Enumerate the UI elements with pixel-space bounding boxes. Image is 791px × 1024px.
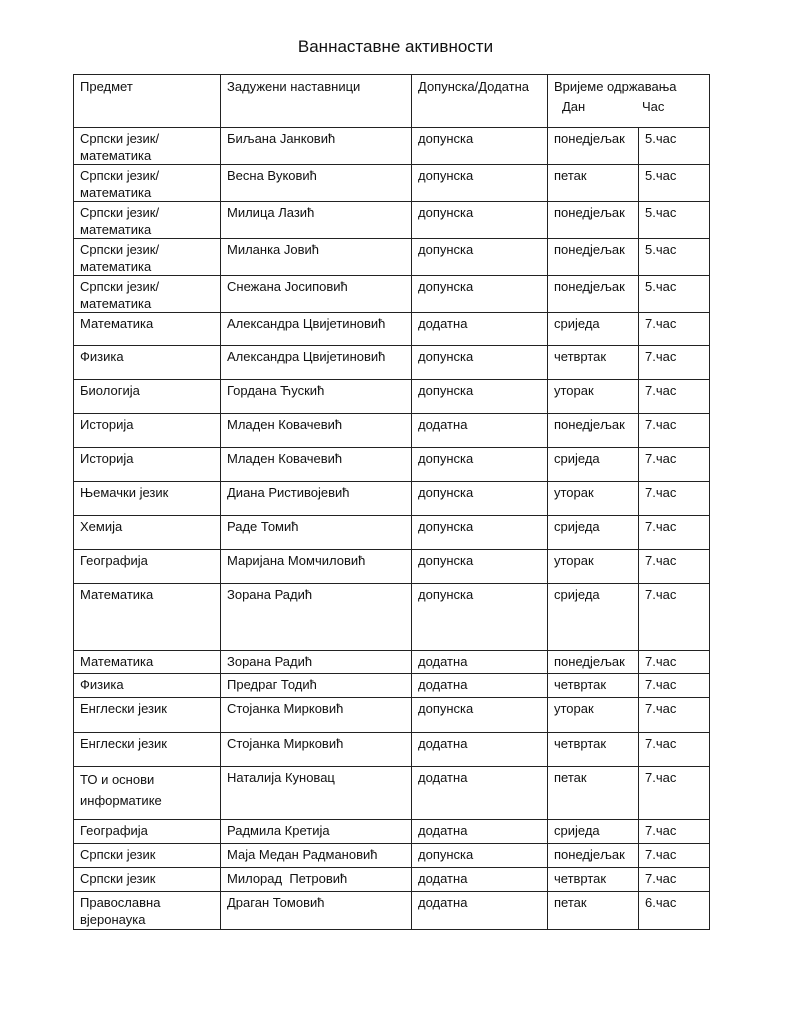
cell-type: допунска (412, 516, 548, 550)
cell-type: допунска (412, 346, 548, 380)
cell-day: сриједа (548, 820, 639, 844)
cell-day: понедјељак (548, 844, 639, 868)
cell-subject: Биологија (74, 380, 221, 414)
cell-day: понедјељак (548, 651, 639, 674)
cell-type: допунска (412, 698, 548, 733)
cell-day: понедјељак (548, 128, 639, 165)
cell-teacher: Маја Медан Радмановић (221, 844, 412, 868)
cell-type: допунска (412, 448, 548, 482)
cell-teacher: Младен Ковачевић (221, 448, 412, 482)
table-row (74, 698, 710, 733)
cell-day: уторак (548, 550, 639, 584)
table-row (74, 820, 710, 844)
cell-hour: 6.час (639, 892, 710, 930)
cell-type: додатна (412, 892, 548, 930)
cell-subject: Енглески језик (74, 733, 221, 767)
cell-subject: Њемачки језик (74, 482, 221, 516)
cell-teacher: Александра Цвијетиновић (221, 346, 412, 380)
header-hour: Час (642, 99, 665, 114)
cell-hour: 7.час (639, 550, 710, 584)
cell-hour: 7.час (639, 584, 710, 651)
cell-day: четвртак (548, 733, 639, 767)
cell-subject: Српски језик/математика (74, 128, 221, 165)
cell-hour: 7.час (639, 380, 710, 414)
cell-teacher: Снежана Јосиповић (221, 276, 412, 313)
cell-teacher: Наталија Куновац (221, 767, 412, 820)
cell-teacher: Весна Вуковић (221, 165, 412, 202)
cell-day: сриједа (548, 448, 639, 482)
table-row (74, 516, 710, 550)
table-row (74, 767, 710, 820)
cell-type: додатна (412, 868, 548, 892)
cell-hour: 7.час (639, 448, 710, 482)
table-row (74, 380, 710, 414)
table-row (74, 868, 710, 892)
header-time-label: Вријеме одржавања (554, 79, 677, 94)
cell-day: понедјељак (548, 276, 639, 313)
cell-teacher: Радмила Кретија (221, 820, 412, 844)
table-row (74, 733, 710, 767)
cell-type: допунска (412, 276, 548, 313)
table-row (74, 482, 710, 516)
cell-hour: 7.час (639, 482, 710, 516)
table-row (74, 202, 710, 239)
cell-teacher: Маријана Момчиловић (221, 550, 412, 584)
cell-day: сриједа (548, 584, 639, 651)
cell-type: допунска (412, 239, 548, 276)
cell-type: допунска (412, 550, 548, 584)
cell-day: уторак (548, 482, 639, 516)
cell-hour: 7.час (639, 674, 710, 698)
table-row (74, 674, 710, 698)
cell-day: понедјељак (548, 414, 639, 448)
cell-subject: Српски језик/математика (74, 202, 221, 239)
header-type: Допунска/Додатна (412, 75, 548, 128)
table-row (74, 892, 710, 930)
cell-hour: 7.час (639, 844, 710, 868)
header-time (548, 75, 710, 128)
cell-day: сриједа (548, 313, 639, 346)
cell-teacher: Гордана Ћускић (221, 380, 412, 414)
cell-hour: 7.час (639, 414, 710, 448)
cell-day: уторак (548, 380, 639, 414)
cell-hour: 7.час (639, 820, 710, 844)
cell-subject: Математика (74, 651, 221, 674)
cell-teacher: Драган Томовић (221, 892, 412, 930)
cell-subject: Српски језик/математика (74, 276, 221, 313)
cell-teacher: Стојанка Мирковић (221, 733, 412, 767)
cell-teacher: Раде Томић (221, 516, 412, 550)
cell-type: допунска (412, 165, 548, 202)
cell-subject: Географија (74, 550, 221, 584)
table-row (74, 239, 710, 276)
page-title: Ваннаставне активности (297, 37, 494, 56)
cell-day: уторак (548, 698, 639, 733)
cell-hour: 5.час (639, 276, 710, 313)
table-row (74, 651, 710, 674)
cell-teacher: Стојанка Мирковић (221, 698, 412, 733)
table-row (74, 414, 710, 448)
cell-hour: 7.час (639, 346, 710, 380)
cell-hour: 5.час (639, 239, 710, 276)
cell-subject: Енглески језик (74, 698, 221, 733)
cell-teacher: Биљана Јанковић (221, 128, 412, 165)
cell-type: додатна (412, 767, 548, 820)
cell-type: допунска (412, 844, 548, 868)
activities-table (73, 74, 710, 930)
cell-hour: 5.час (639, 202, 710, 239)
table-row (74, 346, 710, 380)
cell-day: сриједа (548, 516, 639, 550)
cell-teacher: Александра Цвијетиновић (221, 313, 412, 346)
cell-teacher: Милица Лазић (221, 202, 412, 239)
cell-day: петак (548, 892, 639, 930)
table-row (74, 165, 710, 202)
cell-type: додатна (412, 414, 548, 448)
cell-subject: ТО и основи информатике (74, 767, 221, 820)
cell-type: додатна (412, 674, 548, 698)
cell-day: понедјељак (548, 239, 639, 276)
cell-subject: Физика (74, 674, 221, 698)
cell-subject: Српски језик (74, 844, 221, 868)
cell-hour: 7.час (639, 313, 710, 346)
cell-subject: Православна вјеронаука (74, 892, 221, 930)
cell-day: четвртак (548, 868, 639, 892)
cell-type: допунска (412, 380, 548, 414)
cell-teacher: Зорана Радић (221, 584, 412, 651)
cell-teacher: Младен Ковачевић (221, 414, 412, 448)
cell-hour: 7.час (639, 698, 710, 733)
table-row (74, 844, 710, 868)
cell-subject: Географија (74, 820, 221, 844)
cell-type: додатна (412, 733, 548, 767)
cell-subject: Историја (74, 414, 221, 448)
cell-teacher: Диана Ристивојевић (221, 482, 412, 516)
cell-subject: Физика (74, 346, 221, 380)
cell-type: допунска (412, 482, 548, 516)
cell-subject: Математика (74, 313, 221, 346)
cell-day: петак (548, 767, 639, 820)
table-row (74, 550, 710, 584)
cell-subject: Историја (74, 448, 221, 482)
table-row (74, 448, 710, 482)
table-row (74, 584, 710, 651)
table-row (74, 128, 710, 165)
cell-hour: 5.час (639, 128, 710, 165)
cell-subject: Српски језик (74, 868, 221, 892)
cell-hour: 7.час (639, 651, 710, 674)
header-subject: Предмет (74, 75, 221, 128)
cell-hour: 5.час (639, 165, 710, 202)
cell-teacher: Зорана Радић (221, 651, 412, 674)
header-day: Дан (562, 99, 586, 114)
cell-day: петак (548, 165, 639, 202)
cell-type: допунска (412, 584, 548, 651)
cell-teacher: Миланка Јовић (221, 239, 412, 276)
cell-day: четвртак (548, 674, 639, 698)
cell-type: допунска (412, 202, 548, 239)
cell-subject: Српски језик/математика (74, 165, 221, 202)
cell-hour: 7.час (639, 767, 710, 820)
cell-type: допунска (412, 128, 548, 165)
table-header-row (74, 75, 710, 128)
cell-subject: Хемија (74, 516, 221, 550)
cell-type: додатна (412, 651, 548, 674)
table-row (74, 276, 710, 313)
table-row (74, 313, 710, 346)
cell-day: понедјељак (548, 202, 639, 239)
cell-teacher: Милорад Петровић (221, 868, 412, 892)
header-teachers: Задужени наставници (221, 75, 412, 128)
cell-type: додатна (412, 313, 548, 346)
cell-hour: 7.час (639, 516, 710, 550)
cell-hour: 7.час (639, 733, 710, 767)
cell-day: четвртак (548, 346, 639, 380)
cell-teacher: Предраг Тодић (221, 674, 412, 698)
cell-subject: Српски језик/математика (74, 239, 221, 276)
cell-hour: 7.час (639, 868, 710, 892)
cell-type: додатна (412, 820, 548, 844)
cell-subject: Математика (74, 584, 221, 651)
